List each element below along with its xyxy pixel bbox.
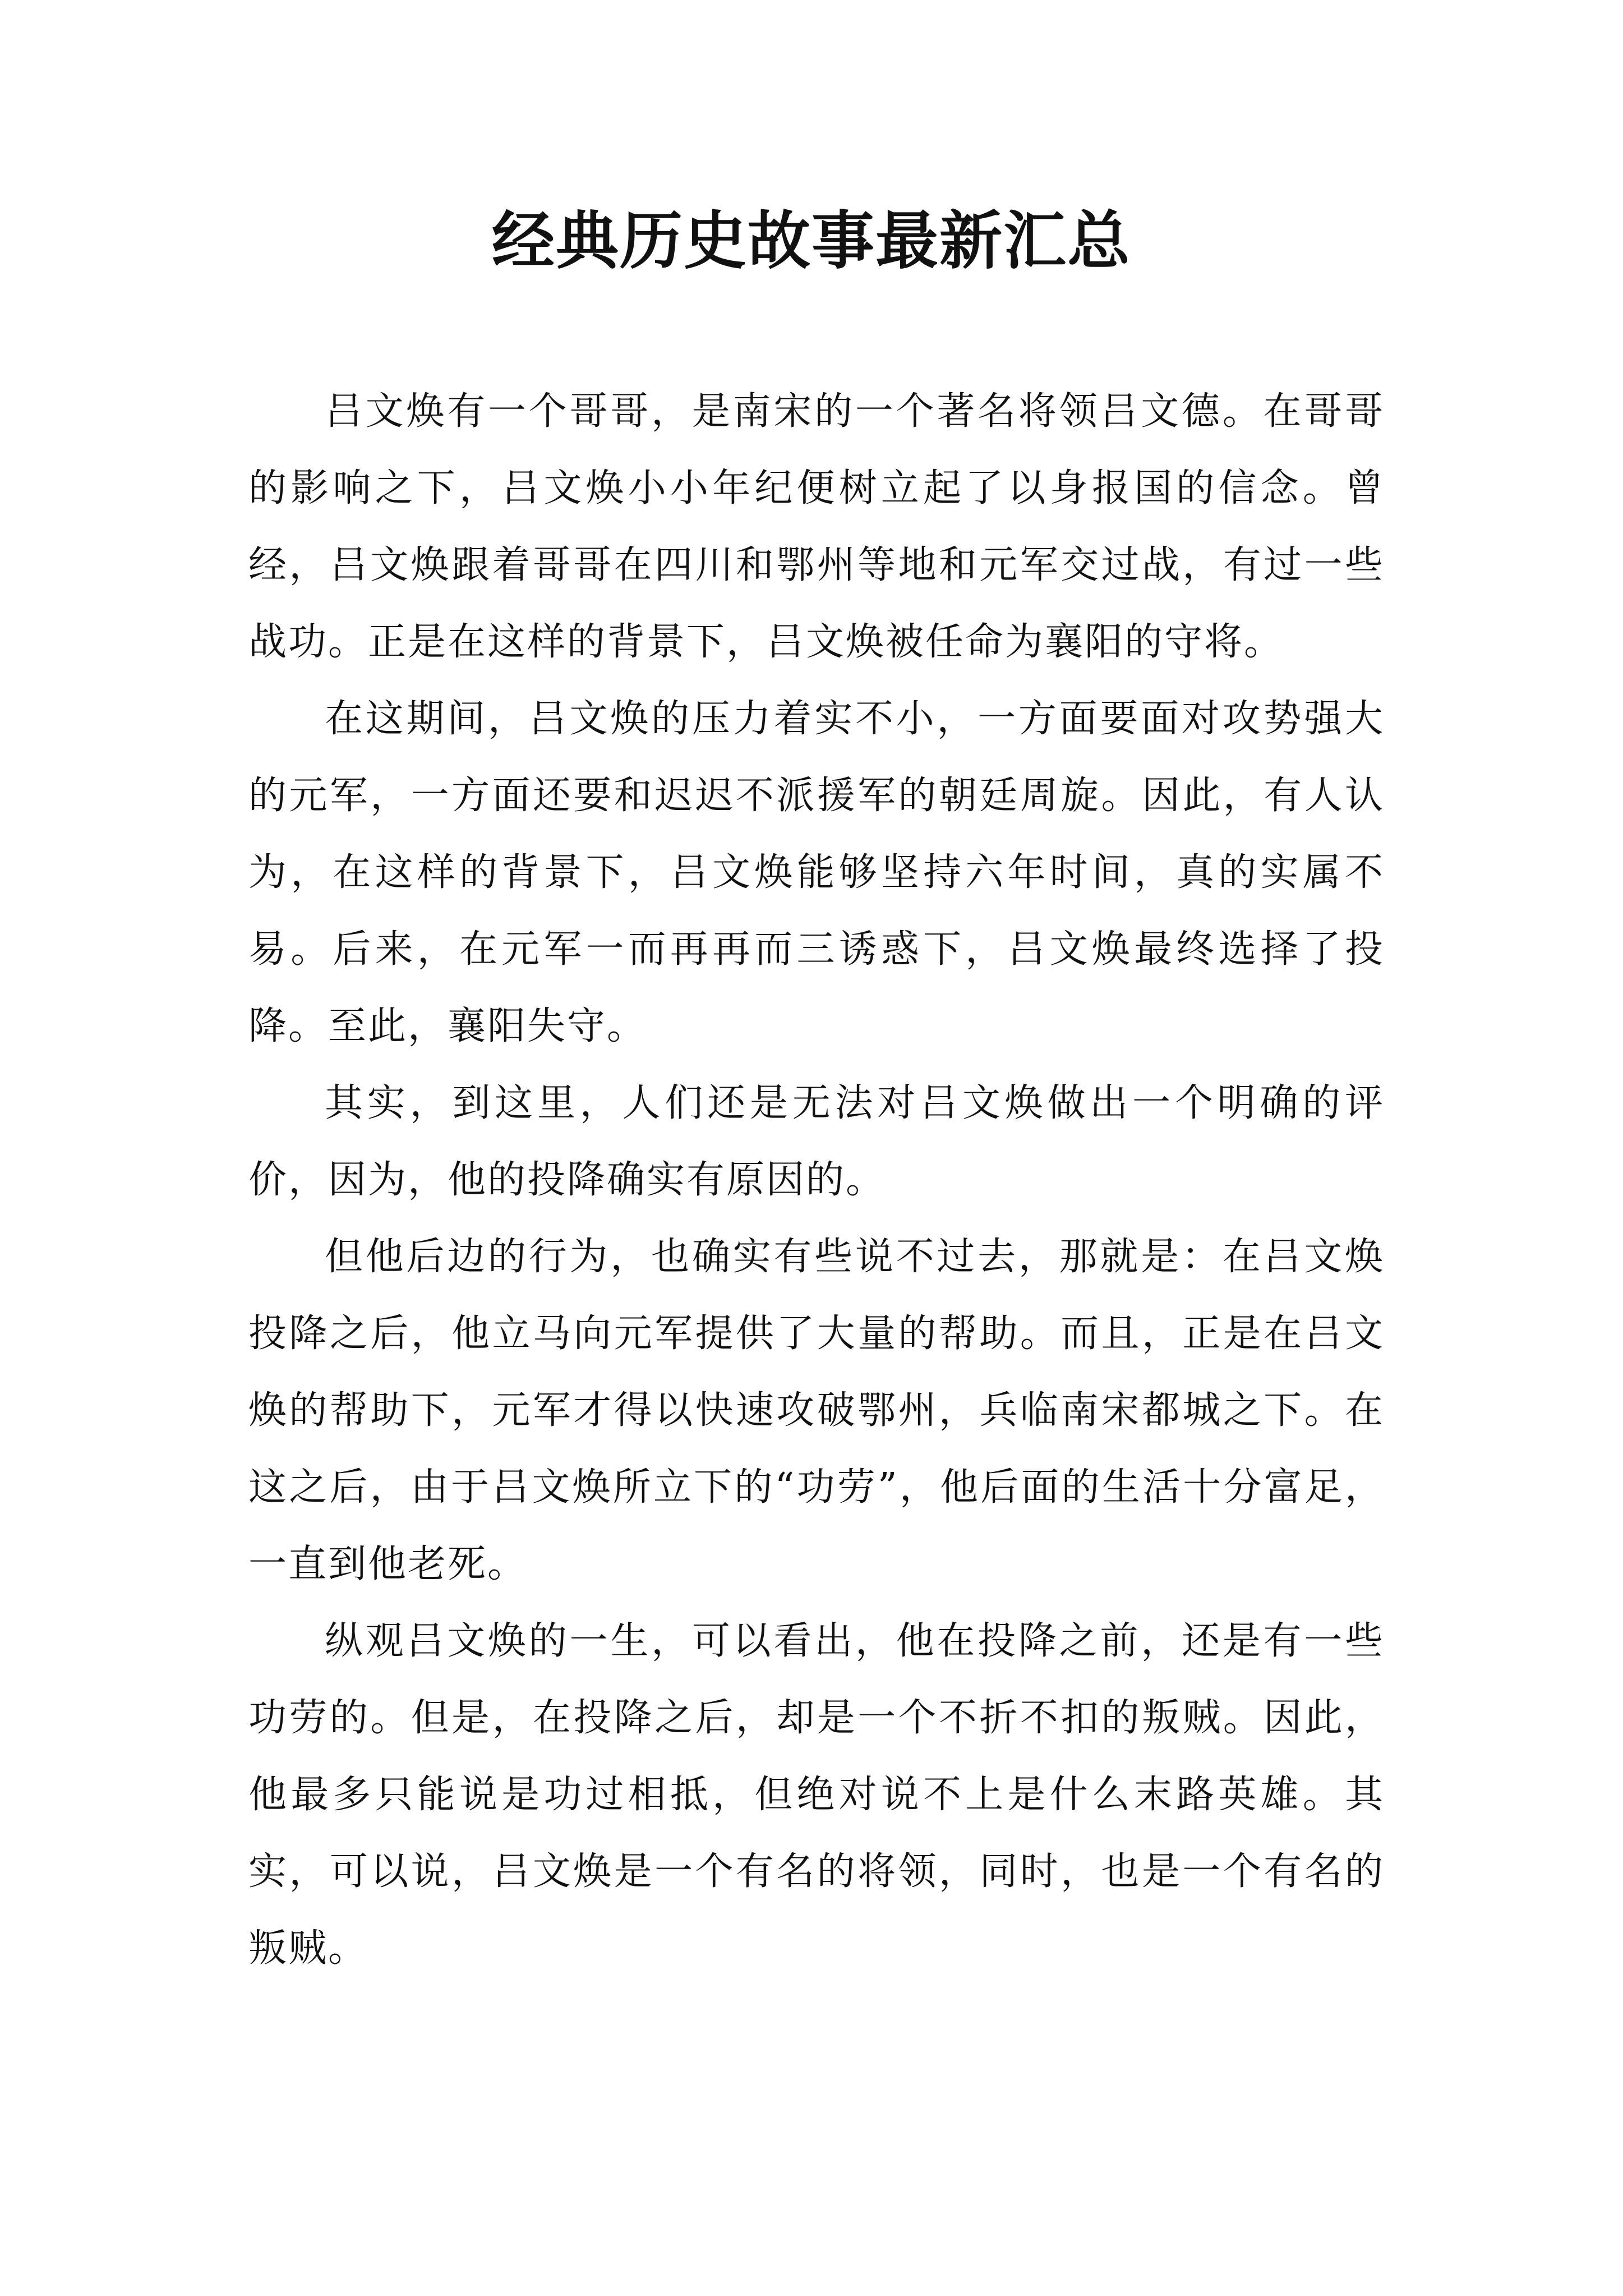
paragraph-4: 但他后边的行为，也确实有些说不过去，那就是：在吕文焕投降之后，他立马向元军提供了大量的帮助。而且，正是在吕文焕的帮助下，元军才得以快速攻破鄂州，兵临南宋都城之下。在这之后，由于吕文焕所立下的“功劳”，他后面的生活十分富足，一直到他老死。 xyxy=(248,1235,1385,1586)
paragraph-2: 在这期间，吕文焕的压力着实不小，一方面要面对攻势强大的元军，一方面还要和迟迟不派援军的朝廷周旋。因此，有人认为，在这样的背景下，吕文焕能够坚持六年时间，真的实属不易。后来，在元军一而再再而三诱惑下，吕文焕最终选择了投降。至此，襄阳失守。 xyxy=(248,697,1385,1048)
document-title: 经典历史故事最新汇总 xyxy=(492,204,1131,278)
paragraph-3: 其实，到这里，人们还是无法对吕文焕做出一个明确的评价，因为，他的投降确实有原因的。 xyxy=(248,1081,1385,1202)
paragraph-1: 吕文焕有一个哥哥，是南宋的一个著名将领吕文德。在哥哥的影响之下，吕文焕小小年纪便树立起了以身报国的信念。曾经，吕文焕跟着哥哥在四川和鄂州等地和元军交过战，有过一些战功。正是在这样的背景下，吕文焕被任命为襄阳的守将。 xyxy=(248,389,1385,664)
document-body xyxy=(248,373,1385,1987)
paragraph-5: 纵观吕文焕的一生，可以看出，他在投降之前，还是有一些功劳的。但是，在投降之后，却是一个不折不扣的叛贼。因此，他最多只能说是功过相抵，但绝对说不上是什么末路英雄。其实，可以说，吕文焕是一个有名的将领，同时，也是一个有名的叛贼。 xyxy=(248,1619,1385,1971)
